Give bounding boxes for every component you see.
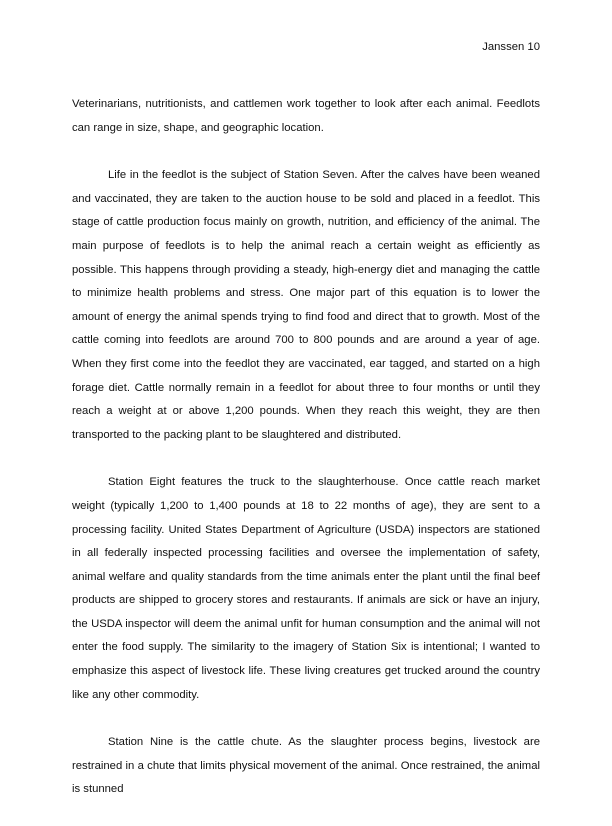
paragraph-feedlot-intro: Veterinarians, nutritionists, and cattlemen work together to look after each animal. Feedlots can range in size, shape, and geographic location. [72, 98, 540, 134]
paragraph-station-nine: Station Nine is the cattle chute. As the slaughter process begins, livestock are restrained in a chute that limits physical movement of the animal. Once restrained, the animal is stunned [72, 736, 540, 796]
paragraph-station-eight: Station Eight features the truck to the slaughterhouse. Once cattle reach market weight (typically 1,200 to 1,400 pounds at 18 to 22 months of age), they are sent to a processing facility. United States Department of Agriculture (USDA) inspectors are stationed in all federally inspected processing facilities and oversee the implementation of safety, animal welfare and quality standards from the time animals enter the plant until the final beef products are shipped to grocery stores and restaurants. If animals are sick or have an injury, the USDA inspector will deem the animal unfit for human consumption and the animal will not enter the food supply. The similarity to the imagery of Station Six is intentional; I wanted to emphasize this aspect of livestock life. These living creatures get trucked around the country like any other commodity. [72, 476, 540, 701]
paragraph-station-seven: Life in the feedlot is the subject of Station Seven. After the calves have been weaned and vaccinated, they are taken to the auction house to be sold and placed in a feedlot. This stage of cattle production focus mainly on growth, nutrition, and efficiency of the animal. The main purpose of feedlots is to help the animal reach a certain weight as efficiently as possible. This happens through providing a steady, high-energy diet and managing the cattle to minimize health problems and stress. One major part of this equation is to lower the amount of energy the animal spends trying to find food and direct that to growth. Most of the cattle coming into feedlots are around 700 to 800 pounds and are around a year of age. When they first come into the feedlot they are vaccinated, ear tagged, and started on a high forage diet. Cattle normally remain in a feedlot for about three to four months or until they reach a weight at or above 1,200 pounds. When they reach this weight, they are then transported to the packing plant to be slaughtered and distributed. [72, 169, 540, 441]
running-head: Janssen 10 [482, 41, 540, 53]
body-text [72, 93, 540, 826]
